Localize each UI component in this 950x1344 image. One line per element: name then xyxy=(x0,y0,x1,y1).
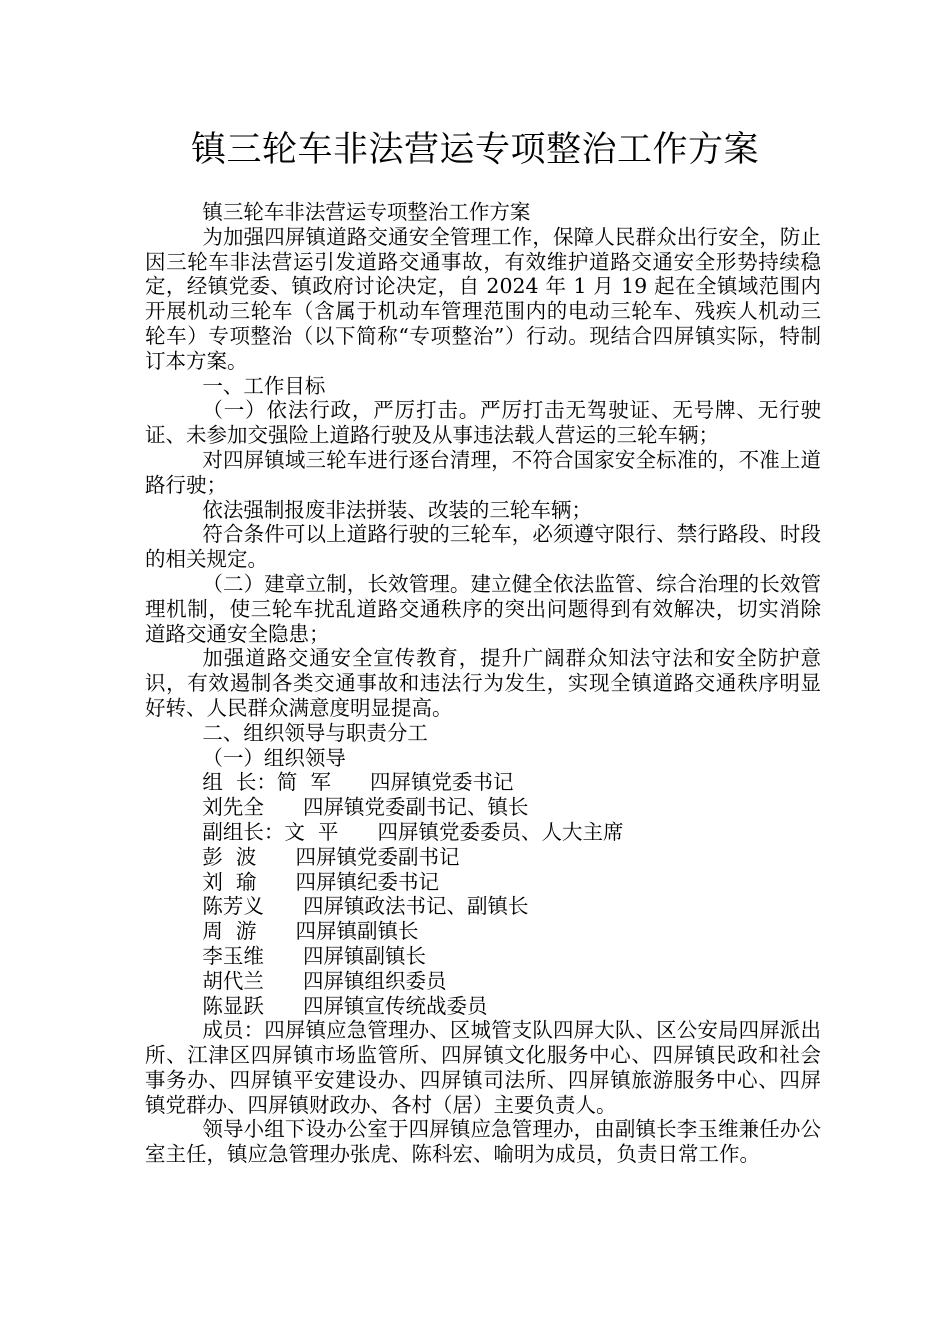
goal-paragraph: 符合条件可以上道路行驶的三轮车，必须遵守限行、禁行路段、时段的相关规定。 xyxy=(145,522,821,572)
office-paragraph: 领导小组下设办公室于四屏镇应急管理办，由副镇长李玉维兼任办公室主任，镇应急管理办张虎、陈科宏、喻明为成员，负责日常工作。 xyxy=(145,1117,821,1167)
section-heading-organization: 二、组织领导与职责分工 xyxy=(202,720,428,745)
leader-line: 组 长：简 军 四屏镇党委书记 xyxy=(202,770,514,795)
goal-paragraph: 加强道路交通安全宣传教育，提升广阔群众知法守法和安全防护意识，有效遏制各类交通事故和违法行为发生，实现全镇道路交通秩序明显好转、人民群众满意度明显提高。 xyxy=(145,646,821,720)
intro-paragraph: 为加强四屏镇道路交通安全管理工作，保障人民群众出行安全，防止因三轮车非法营运引发道路交通事故，有效维护道路交通安全形势持续稳定，经镇党委、镇政府讨论决定，自 2024 年 1 月 19 起在全镇域范围内开展机动三轮车（含属于机动车管理范围内的电动三轮车、残疾人机动三轮车）专项整治（以下简称“专项整治”）行动。现结合四屏镇实际，特制订本方案。 xyxy=(145,224,821,373)
section-heading-goals: 一、工作目标 xyxy=(202,373,326,398)
subtitle-line: 镇三轮车非法营运专项整治工作方案 xyxy=(202,200,531,224)
goal-paragraph: （一）依法行政，严厉打击。严厉打击无驾驶证、无号牌、无行驶证、未参加交强险上道路行驶及从事违法载人营运的三轮车辆； xyxy=(145,398,821,448)
leader-line: 胡代兰 四屏镇组织委员 xyxy=(202,968,447,993)
document-title: 镇三轮车非法营运专项整治工作方案 xyxy=(190,130,759,170)
leader-line: 副组长：文 平 四屏镇党委委员、人大主席 xyxy=(202,819,624,844)
subsection-heading-leadership: （一）组织领导 xyxy=(202,745,346,770)
leader-line: 彭 波 四屏镇党委副书记 xyxy=(202,844,460,869)
document-body xyxy=(145,200,821,1167)
leader-line: 刘 瑜 四屏镇纪委书记 xyxy=(202,869,440,894)
leader-line: 李玉维 四屏镇副镇长 xyxy=(202,943,426,968)
goal-paragraph: 依法强制报废非法拼装、改装的三轮车辆； xyxy=(202,497,592,522)
goal-paragraph: （二）建章立制，长效管理。建立健全依法监管、综合治理的长效管理机制，使三轮车扰乱道路交通秩序的突出问题得到有效解决，切实消除道路交通安全隐患； xyxy=(145,571,821,646)
leader-line: 陈芳义 四屏镇政法书记、副镇长 xyxy=(202,894,529,919)
goal-paragraph: 对四屏镇域三轮车进行逐台清理，不符合国家安全标准的，不准上道路行驶； xyxy=(145,447,821,497)
members-paragraph: 成员：四屏镇应急管理办、区城管支队四屏大队、区公安局四屏派出所、江津区四屏镇市场监管所、四屏镇文化服务中心、四屏镇民政和社会事务办、四屏镇平安建设办、四屏镇司法所、四屏镇旅游服务中心、四屏镇党群办、四屏镇财政办、各村（居）主要负责人。 xyxy=(145,1018,821,1117)
leader-line: 陈显跃 四屏镇宣传统战委员 xyxy=(202,993,488,1018)
leader-line: 周 游 四屏镇副镇长 xyxy=(202,919,419,944)
leader-line: 刘先全 四屏镇党委副书记、镇长 xyxy=(202,795,529,820)
